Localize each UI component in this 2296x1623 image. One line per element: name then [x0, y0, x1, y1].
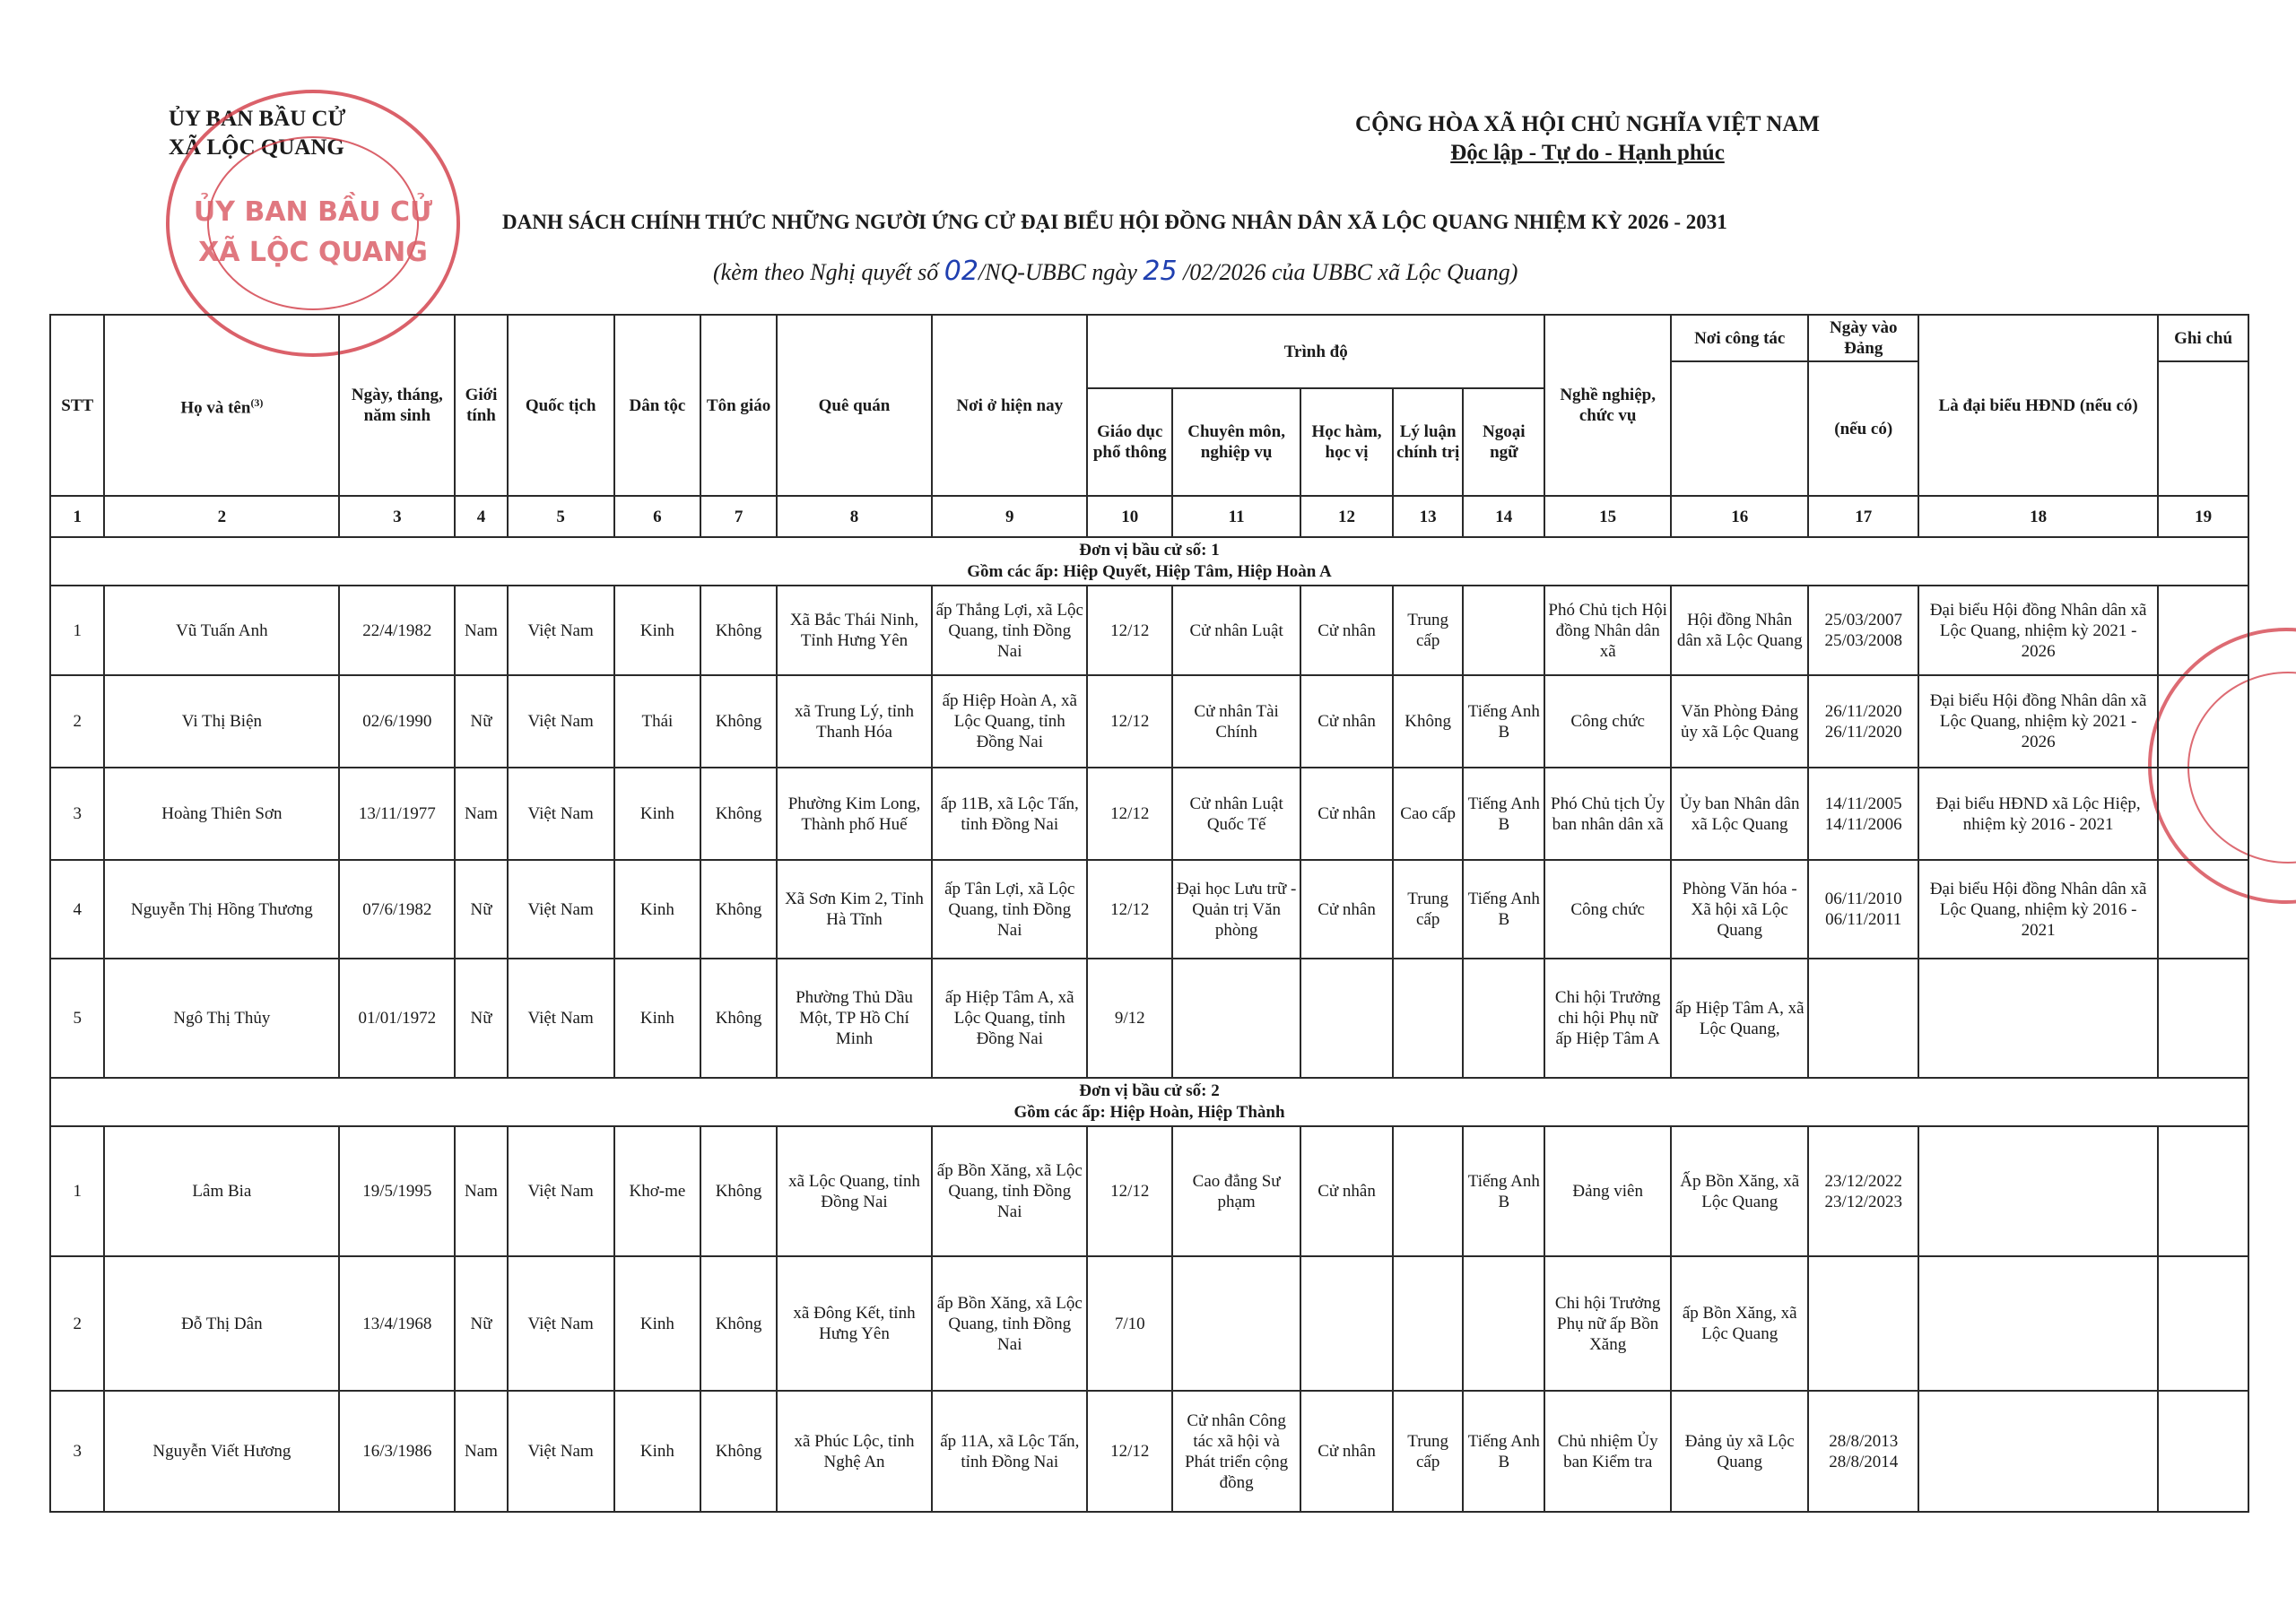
cell-hometown: xã Trung Lý, tỉnh Thanh Hóa — [777, 675, 932, 768]
cell-party — [1808, 1256, 1918, 1391]
cell-dob: 22/4/1982 — [339, 586, 455, 675]
header-religion: Tôn giáo — [700, 315, 777, 496]
cell-religion: Không — [700, 586, 777, 675]
candidate-row — [50, 675, 2248, 768]
cell-edu: 9/12 — [1087, 959, 1172, 1078]
party-date-provisional: 14/11/2005 — [1824, 794, 1902, 813]
cell-ethnicity: Kinh — [614, 959, 701, 1078]
header-nationality: Quốc tịch — [508, 315, 614, 496]
header-gender: Giới tính — [455, 315, 507, 496]
cell-gender: Nam — [455, 586, 507, 675]
header-notes-blank — [2158, 361, 2248, 496]
candidate-table-body — [50, 496, 2248, 1512]
cell-stt: 1 — [50, 586, 104, 675]
cell-specialty — [1172, 1256, 1300, 1391]
cell-hometown: Phường Thủ Dầu Một, TP Hồ Chí Minh — [777, 959, 932, 1078]
cell-edu: 12/12 — [1087, 675, 1172, 768]
cell-job: Công chức — [1544, 860, 1671, 959]
column-number-1: 1 — [50, 496, 104, 537]
cell-job: Đảng viên — [1544, 1126, 1671, 1256]
header-specialty: Chuyên môn, nghiệp vụ — [1172, 388, 1300, 496]
cell-note — [2158, 860, 2248, 959]
cell-dob: 07/6/1982 — [339, 860, 455, 959]
cell-hometown: Xã Sơn Kim 2, Tỉnh Hà Tĩnh — [777, 860, 932, 959]
header-party-note: (nếu có) — [1808, 361, 1918, 496]
header-hometown: Quê quán — [777, 315, 932, 496]
cell-note — [2158, 1391, 2248, 1512]
party-date-official: 25/03/2008 — [1824, 631, 1902, 650]
header-name — [104, 315, 339, 496]
cell-gender: Nam — [455, 1126, 507, 1256]
column-number-4: 4 — [455, 496, 507, 537]
cell-academic: Cử nhân — [1300, 768, 1393, 860]
candidate-row — [50, 586, 2248, 675]
header-workplace-blank — [1671, 361, 1808, 496]
electoral-unit-areas: Gồm các ấp: Hiệp Quyết, Hiệp Tâm, Hiệp Hoàn A — [967, 562, 1332, 581]
cell-delegate: Đại biểu Hội đồng Nhân dân xã Lộc Quang, nhiệm kỳ 2021 - 2026 — [1918, 675, 2158, 768]
cell-job: Chi hội Trưởng chi hội Phụ nữ ấp Hiệp Tâm A — [1544, 959, 1671, 1078]
cell-name: Ngô Thị Thủy — [104, 959, 339, 1078]
cell-delegate — [1918, 959, 2158, 1078]
cell-workplace: Đảng ủy xã Lộc Quang — [1671, 1391, 1808, 1512]
cell-ethnicity: Kinh — [614, 1256, 701, 1391]
org-line-1: ỦY BAN BẦU CỬ — [169, 107, 346, 131]
header-delegate: Là đại biểu HĐND (nếu có) — [1918, 315, 2158, 496]
cell-academic: Cử nhân — [1300, 675, 1393, 768]
cell-residence: ấp Thắng Lợi, xã Lộc Quang, tỉnh Đồng Nai — [932, 586, 1087, 675]
cell-delegate: Đại biểu HĐND xã Lộc Hiệp, nhiệm kỳ 2016 - 2021 — [1918, 768, 2158, 860]
subtitle-pre: (kèm theo Nghị quyết số — [713, 259, 939, 285]
cell-politics — [1393, 1256, 1464, 1391]
cell-specialty — [1172, 959, 1300, 1078]
column-number-2: 2 — [104, 496, 339, 537]
cell-nationality: Việt Nam — [508, 675, 614, 768]
cell-hometown: Phường Kim Long, Thành phố Huế — [777, 768, 932, 860]
column-number-14: 14 — [1463, 496, 1544, 537]
cell-dob: 16/3/1986 — [339, 1391, 455, 1512]
cell-party — [1808, 860, 1918, 959]
cell-academic: Cử nhân — [1300, 860, 1393, 959]
cell-gender: Nữ — [455, 860, 507, 959]
party-date-official: 14/11/2006 — [1824, 814, 1902, 834]
cell-workplace: Hội đồng Nhân dân xã Lộc Quang — [1671, 586, 1808, 675]
cell-specialty: Cao đẳng Sư phạm — [1172, 1126, 1300, 1256]
cell-edu: 12/12 — [1087, 1391, 1172, 1512]
cell-nationality: Việt Nam — [508, 1256, 614, 1391]
header-name-sup: (3) — [250, 395, 264, 409]
cell-workplace: Ấp Bồn Xăng, xã Lộc Quang — [1671, 1126, 1808, 1256]
cell-gender: Nữ — [455, 1256, 507, 1391]
party-date-official: 28/8/2014 — [1829, 1452, 1899, 1471]
column-number-19: 19 — [2158, 496, 2248, 537]
cell-workplace: ấp Bồn Xăng, xã Lộc Quang — [1671, 1256, 1808, 1391]
cell-job: Phó Chủ tịch Ủy ban nhân dân xã — [1544, 768, 1671, 860]
cell-dob: 13/11/1977 — [339, 768, 455, 860]
header-workplace: Nơi công tác — [1671, 315, 1808, 361]
cell-edu: 7/10 — [1087, 1256, 1172, 1391]
subtitle-post: /02/2026 của UBBC xã Lộc Quang) — [1183, 259, 1518, 285]
electoral-unit-cell — [50, 537, 2248, 586]
cell-residence: ấp Tân Lợi, xã Lộc Quang, tỉnh Đồng Nai — [932, 860, 1087, 959]
cell-gender: Nam — [455, 1391, 507, 1512]
header-politics: Lý luận chính trị — [1393, 388, 1464, 496]
cell-name: Vũ Tuấn Anh — [104, 586, 339, 675]
cell-edu: 12/12 — [1087, 860, 1172, 959]
cell-edu: 12/12 — [1087, 768, 1172, 860]
party-date-provisional: 06/11/2010 — [1824, 890, 1902, 908]
cell-language: Tiếng Anh B — [1463, 675, 1544, 768]
header-stt: STT — [50, 315, 104, 496]
party-date-provisional: 26/11/2020 — [1824, 701, 1902, 721]
cell-stt: 3 — [50, 768, 104, 860]
electoral-unit-header — [50, 537, 2248, 586]
cell-hometown: xã Phúc Lộc, tỉnh Nghệ An — [777, 1391, 932, 1512]
candidate-row — [50, 1391, 2248, 1512]
cell-nationality: Việt Nam — [508, 1391, 614, 1512]
cell-politics — [1393, 959, 1464, 1078]
cell-edu: 12/12 — [1087, 586, 1172, 675]
cell-stt: 2 — [50, 1256, 104, 1391]
cell-politics: Không — [1393, 675, 1464, 768]
subtitle-mid: /NQ-UBBC ngày — [978, 259, 1137, 285]
document-subtitle — [713, 256, 1518, 287]
cell-ethnicity: Kinh — [614, 1391, 701, 1512]
party-date-official: 06/11/2011 — [1825, 910, 1902, 929]
cell-academic — [1300, 959, 1393, 1078]
nation-name: CỘNG HÒA XÃ HỘI CHỦ NGHĨA VIỆT NAM — [1355, 112, 1820, 136]
cell-politics — [1393, 1126, 1464, 1256]
cell-workplace: Phòng Văn hóa - Xã hội xã Lộc Quang — [1671, 860, 1808, 959]
cell-note — [2158, 768, 2248, 860]
cell-academic: Cử nhân — [1300, 1391, 1393, 1512]
cell-nationality: Việt Nam — [508, 586, 614, 675]
cell-residence: ấp Hiệp Hoàn A, xã Lộc Quang, tỉnh Đồng Nai — [932, 675, 1087, 768]
cell-delegate: Đại biểu Hội đồng Nhân dân xã Lộc Quang, nhiệm kỳ 2021 - 2026 — [1918, 586, 2158, 675]
cell-delegate — [1918, 1256, 2158, 1391]
cell-name: Nguyễn Viết Hương — [104, 1391, 339, 1512]
cell-academic: Cử nhân — [1300, 586, 1393, 675]
cell-language: Tiếng Anh B — [1463, 1126, 1544, 1256]
cell-hometown: xã Lộc Quang, tỉnh Đồng Nai — [777, 1126, 932, 1256]
cell-hometown: Xã Bắc Thái Ninh, Tỉnh Hưng Yên — [777, 586, 932, 675]
cell-party — [1808, 1126, 1918, 1256]
column-number-3: 3 — [339, 496, 455, 537]
cell-ethnicity: Kinh — [614, 860, 701, 959]
cell-religion: Không — [700, 1126, 777, 1256]
cell-party — [1808, 959, 1918, 1078]
column-number-9: 9 — [932, 496, 1087, 537]
national-motto: Độc lập - Tự do - Hạnh phúc — [1450, 141, 1725, 165]
electoral-unit-title: Đơn vị bầu cử số: 2 — [1079, 1081, 1220, 1100]
seal-center-bottom: XÃ LỘC QUANG — [198, 237, 428, 268]
column-number-10: 10 — [1087, 496, 1172, 537]
cell-language: Tiếng Anh B — [1463, 768, 1544, 860]
cell-name: Đỗ Thị Dân — [104, 1256, 339, 1391]
column-number-13: 13 — [1393, 496, 1464, 537]
cell-politics: Cao cấp — [1393, 768, 1464, 860]
resolution-number: 02 — [944, 256, 978, 287]
org-line-2: XÃ LỘC QUANG — [169, 135, 344, 160]
cell-religion: Không — [700, 675, 777, 768]
cell-workplace: ấp Hiệp Tâm A, xã Lộc Quang, — [1671, 959, 1808, 1078]
cell-workplace: Văn Phòng Đảng ủy xã Lộc Quang — [1671, 675, 1808, 768]
header-academic: Học hàm, học vị — [1300, 388, 1393, 496]
electoral-unit-areas: Gồm các ấp: Hiệp Hoàn, Hiệp Thành — [1013, 1103, 1285, 1122]
cell-academic — [1300, 1256, 1393, 1391]
cell-specialty: Cử nhân Luật Quốc Tế — [1172, 768, 1300, 860]
cell-job: Chi hội Trưởng Phụ nữ ấp Bồn Xăng — [1544, 1256, 1671, 1391]
candidate-row — [50, 1256, 2248, 1391]
cell-stt: 3 — [50, 1391, 104, 1512]
header-party-date: Ngày vào Đảng — [1808, 315, 1918, 361]
cell-note — [2158, 1256, 2248, 1391]
cell-academic: Cử nhân — [1300, 1126, 1393, 1256]
cell-party — [1808, 675, 1918, 768]
cell-nationality: Việt Nam — [508, 1126, 614, 1256]
cell-specialty: Cử nhân Công tác xã hội và Phát triển cộng đồng — [1172, 1391, 1300, 1512]
cell-job: Chủ nhiệm Ủy ban Kiểm tra — [1544, 1391, 1671, 1512]
header-ethnicity: Dân tộc — [614, 315, 701, 496]
cell-residence: ấp Bồn Xăng, xã Lộc Quang, tỉnh Đồng Nai — [932, 1126, 1087, 1256]
cell-language — [1463, 586, 1544, 675]
candidate-table — [49, 314, 2249, 1513]
column-number-5: 5 — [508, 496, 614, 537]
cell-language: Tiếng Anh B — [1463, 860, 1544, 959]
cell-delegate — [1918, 1126, 2158, 1256]
cell-name: Lâm Bia — [104, 1126, 339, 1256]
cell-workplace: Ủy ban Nhân dân xã Lộc Quang — [1671, 768, 1808, 860]
cell-stt: 1 — [50, 1126, 104, 1256]
party-date-official: 26/11/2020 — [1824, 722, 1902, 742]
cell-residence: ấp 11B, xã Lộc Tấn, tỉnh Đồng Nai — [932, 768, 1087, 860]
cell-stt: 5 — [50, 959, 104, 1078]
column-number-6: 6 — [614, 496, 701, 537]
cell-note — [2158, 1126, 2248, 1256]
national-header — [1345, 110, 1830, 168]
cell-note — [2158, 675, 2248, 768]
cell-religion: Không — [700, 1391, 777, 1512]
cell-nationality: Việt Nam — [508, 768, 614, 860]
column-number-16: 16 — [1671, 496, 1808, 537]
party-date-provisional: 25/03/2007 — [1824, 611, 1902, 629]
cell-ethnicity: Thái — [614, 675, 701, 768]
cell-residence: ấp 11A, xã Lộc Tấn, tỉnh Đồng Nai — [932, 1391, 1087, 1512]
column-number-17: 17 — [1808, 496, 1918, 537]
column-number-11: 11 — [1172, 496, 1300, 537]
cell-politics: Trung cấp — [1393, 1391, 1464, 1512]
cell-nationality: Việt Nam — [508, 959, 614, 1078]
cell-politics: Trung cấp — [1393, 860, 1464, 959]
electoral-unit-header — [50, 1078, 2248, 1126]
electoral-unit-title: Đơn vị bầu cử số: 1 — [1079, 541, 1220, 560]
cell-party — [1808, 1391, 1918, 1512]
candidate-row — [50, 959, 2248, 1078]
cell-delegate: Đại biểu Hội đồng Nhân dân xã Lộc Quang, nhiệm kỳ 2016 - 2021 — [1918, 860, 2158, 959]
header-job: Nghề nghiệp, chức vụ — [1544, 315, 1671, 496]
header-language: Ngoại ngữ — [1463, 388, 1544, 496]
cell-dob: 02/6/1990 — [339, 675, 455, 768]
cell-note — [2158, 586, 2248, 675]
column-number-12: 12 — [1300, 496, 1393, 537]
header-dob: Ngày, tháng, năm sinh — [339, 315, 455, 496]
cell-politics: Trung cấp — [1393, 586, 1464, 675]
cell-gender: Nữ — [455, 959, 507, 1078]
seal-center-top: ỦY BAN BẦU CỬ — [193, 196, 433, 228]
cell-specialty: Cử nhân Tài Chính — [1172, 675, 1300, 768]
cell-dob: 13/4/1968 — [339, 1256, 455, 1391]
candidate-row — [50, 860, 2248, 959]
cell-ethnicity: Khơ-me — [614, 1126, 701, 1256]
cell-language: Tiếng Anh B — [1463, 1391, 1544, 1512]
cell-gender: Nam — [455, 768, 507, 860]
resolution-day: 25 — [1143, 256, 1178, 287]
cell-residence: ấp Hiệp Tâm A, xã Lộc Quang, tỉnh Đồng Nai — [932, 959, 1087, 1078]
document-title: DANH SÁCH CHÍNH THỨC NHỮNG NGƯỜI ỨNG CỬ ĐẠI BIỂU HỘI ĐỒNG NHÂN DÂN XÃ LỘC QUANG NHIỆM KỲ 2026 - 2031 — [502, 211, 1727, 233]
cell-stt: 4 — [50, 860, 104, 959]
header-level: Trình độ — [1087, 315, 1544, 388]
electoral-unit-cell — [50, 1078, 2248, 1126]
cell-nationality: Việt Nam — [508, 860, 614, 959]
cell-dob: 19/5/1995 — [339, 1126, 455, 1256]
header-general-edu: Giáo dục phổ thông — [1087, 388, 1172, 496]
column-number-8: 8 — [777, 496, 932, 537]
header-residence: Nơi ở hiện nay — [932, 315, 1087, 496]
cell-religion: Không — [700, 768, 777, 860]
cell-delegate — [1918, 1391, 2158, 1512]
cell-edu: 12/12 — [1087, 1126, 1172, 1256]
cell-ethnicity: Kinh — [614, 768, 701, 860]
cell-party — [1808, 768, 1918, 860]
cell-dob: 01/01/1972 — [339, 959, 455, 1078]
column-number-7: 7 — [700, 496, 777, 537]
cell-job: Công chức — [1544, 675, 1671, 768]
cell-job: Phó Chủ tịch Hội đồng Nhân dân xã — [1544, 586, 1671, 675]
party-date-provisional: 23/12/2022 — [1824, 1171, 1902, 1191]
party-date-official: 23/12/2023 — [1824, 1192, 1902, 1211]
cell-ethnicity: Kinh — [614, 586, 701, 675]
header-name-text: Họ và tên — [180, 398, 251, 418]
column-number-18: 18 — [1918, 496, 2158, 537]
party-date-provisional: 28/8/2013 — [1829, 1431, 1899, 1451]
cell-gender: Nữ — [455, 675, 507, 768]
candidate-row — [50, 768, 2248, 860]
cell-religion: Không — [700, 959, 777, 1078]
cell-religion: Không — [700, 860, 777, 959]
cell-language — [1463, 1256, 1544, 1391]
cell-party — [1808, 586, 1918, 675]
cell-specialty: Cử nhân Luật — [1172, 586, 1300, 675]
cell-residence: ấp Bồn Xăng, xã Lộc Quang, tỉnh Đồng Nai — [932, 1256, 1087, 1391]
cell-hometown: xã Đông Kết, tỉnh Hưng Yên — [777, 1256, 932, 1391]
cell-religion: Không — [700, 1256, 777, 1391]
cell-name: Hoàng Thiên Sơn — [104, 768, 339, 860]
cell-specialty: Đại học Lưu trữ - Quản trị Văn phòng — [1172, 860, 1300, 959]
header-notes: Ghi chú — [2158, 315, 2248, 361]
cell-language — [1463, 959, 1544, 1078]
candidate-row — [50, 1126, 2248, 1256]
column-number-row — [50, 496, 2248, 537]
column-number-15: 15 — [1544, 496, 1671, 537]
cell-stt: 2 — [50, 675, 104, 768]
cell-note — [2158, 959, 2248, 1078]
cell-name: Nguyễn Thị Hồng Thương — [104, 860, 339, 959]
cell-name: Vi Thị Biện — [104, 675, 339, 768]
